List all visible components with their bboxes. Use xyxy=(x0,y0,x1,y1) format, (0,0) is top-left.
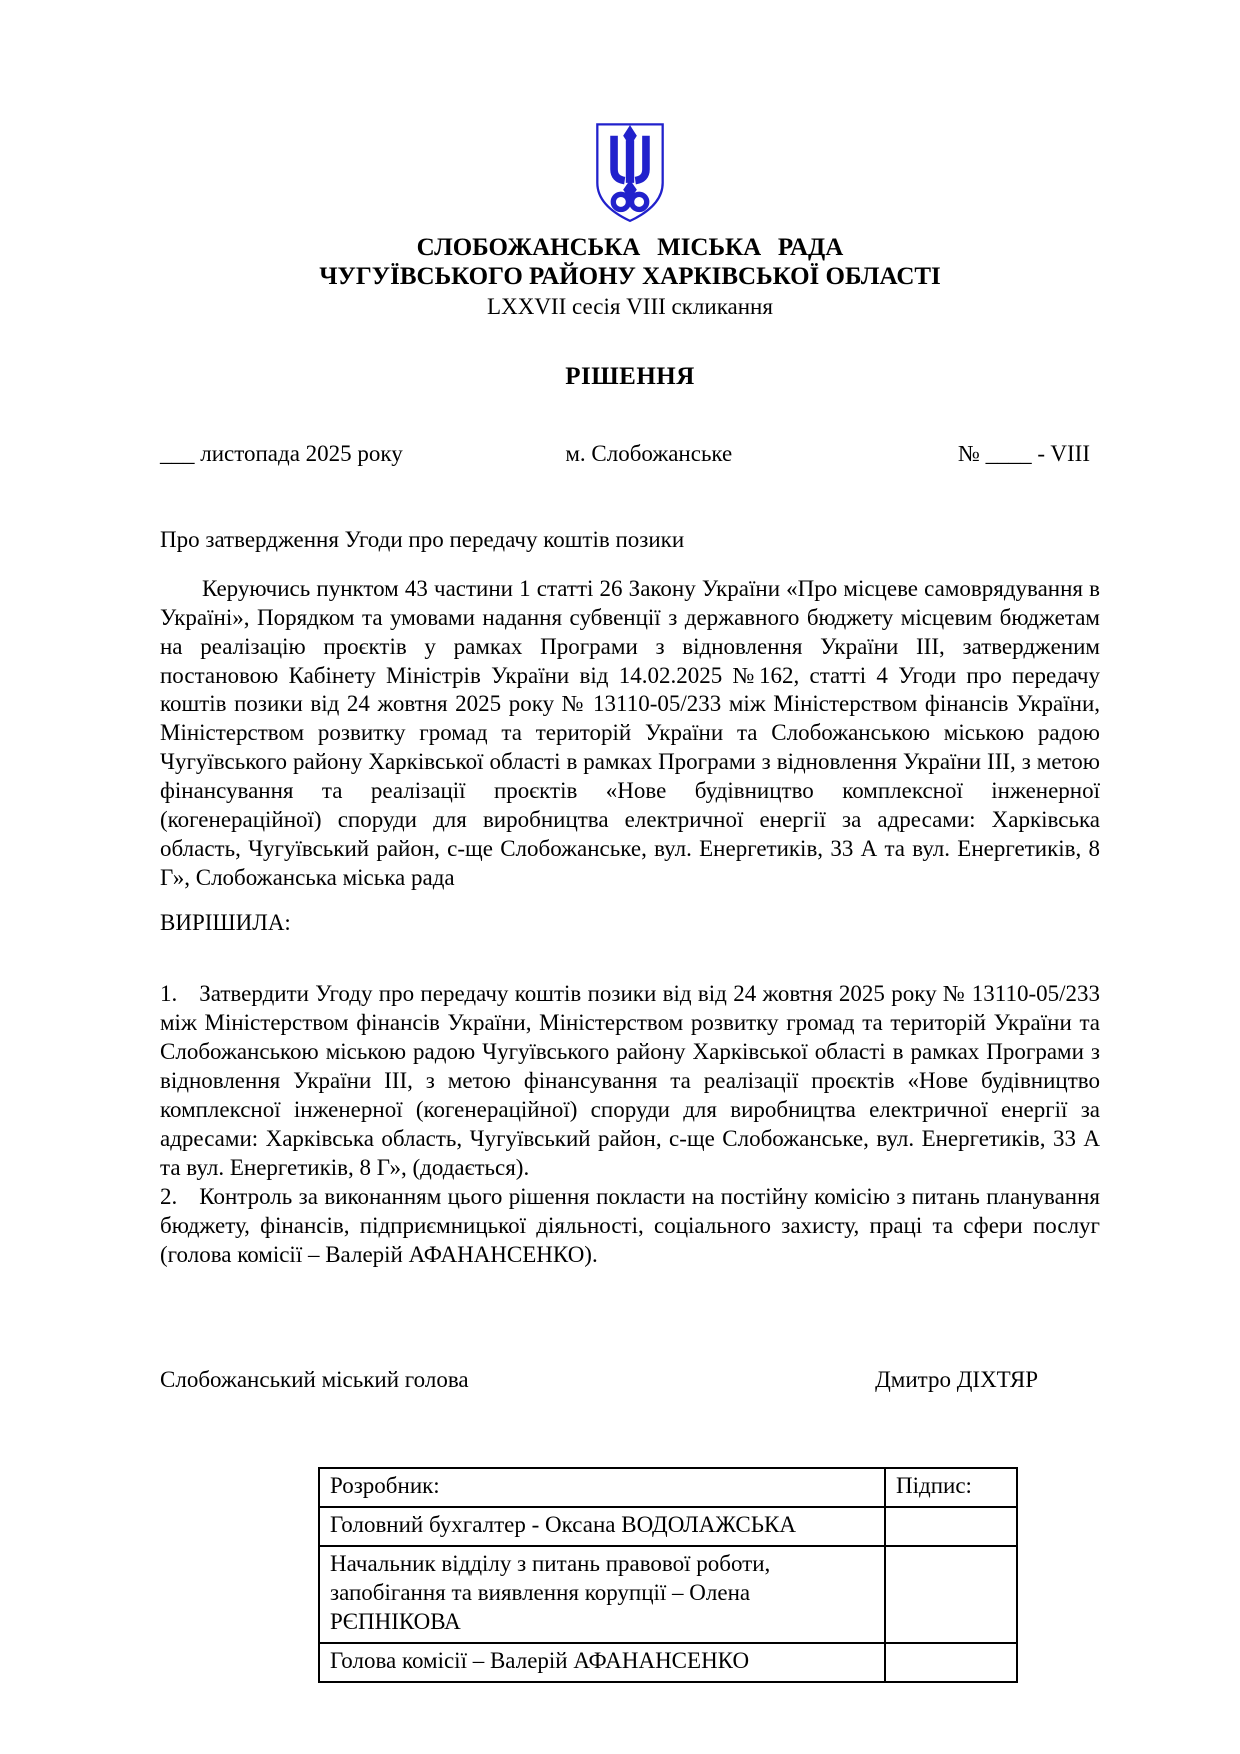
signature-row xyxy=(160,1366,1100,1395)
resolution-item-1 xyxy=(160,980,1100,1183)
item-2-text: Контроль за виконанням цього рішення покласти на постійну комісію з питань планування бюджету, фінансів, підприємницької діяльності, соціального захисту, праці та сфери послуг (голова комісії – Валерій АФАНАНСЕНКО). xyxy=(160,1184,1100,1267)
developer-role-cell: Головний бухгалтер - Оксана ВОДОЛАЖСЬКА xyxy=(319,1507,885,1546)
place-name: м. Слобожанське xyxy=(565,440,733,466)
signature-cell xyxy=(885,1546,1017,1643)
header-cell-developer: Розробник: xyxy=(319,1468,885,1507)
signature-cell xyxy=(885,1507,1017,1546)
item-1-number: 1. xyxy=(160,981,178,1007)
meta-line xyxy=(160,441,1100,467)
document-type-title: РІШЕННЯ xyxy=(565,362,695,390)
emblem-container xyxy=(160,122,1100,230)
header-cell-signature: Підпис: xyxy=(885,1468,1017,1507)
decision-number-blank: № ____ - VIII xyxy=(957,440,1090,466)
resolved-label: ВИРІШИЛА: xyxy=(160,910,291,936)
item-2-number: 2. xyxy=(160,1184,178,1209)
developers-table-container xyxy=(318,1467,1100,1683)
table-row xyxy=(319,1546,1017,1643)
preamble-paragraph: Керуючись пунктом 43 частини 1 статті 26 Закону України «Про місцеве самоврядування в Україні», Порядком та умовами надання субвенції з державного бюджету місцевим бюджетам на реалізацію проєктів у рамках Програми з відновлення України ІІІ, затвердженим постановою Кабінету Міністрів України від 14.02.2025 №162, статті 4 Угоди про передачу коштів позики від 24 жовтня 2025 року № 13110-05/233 між Міністерством фінансів України, Міністерством розвитку громад та територій України та Слобожанською міською радою Чугуївського району Харківської області в рамках Програми з відновлення України ІІІ, з метою фінансування та реалізації проєктів «Нове будівництво комплексної інженерної (когенераційної) споруди для виробництва електричної енергії за адресами: Харківська область, Чугуївський район, с-ще Слобожанське, вул. Енергетиків, 33 А та вул. Енергетиків, 8 Г», Слобожанська міська рада xyxy=(160,575,1100,891)
item-1-text: Затвердити Угоду про передачу коштів позики від від 24 жовтня 2025 року № 13110-05/233 між Міністерством фінансів України, Міністерством розвитку громад та територій України та Слобожанською міською радою Чугуївського району Харківської області в рамках Програми з відновлення України ІІІ, з метою фінансування та реалізації проєктів «Нове будівництво комплексної інженерної (когенераційної) споруди для виробництва електричної енергії за адресами: Харківська область, Чугуївський район, с-ще Слобожанське, вул. Енергетиків, 33 А та вул. Енергетиків, 8 Г», (додається). xyxy=(160,981,1100,1181)
resolution-items xyxy=(160,980,1100,1270)
session-line: LXXVII сесія VIII скликання xyxy=(487,294,773,319)
table-row xyxy=(319,1643,1017,1682)
developer-role-cell: Начальник відділу з питань правової роботи, запобігання та виявлення корупції – Олена РЄПНІКОВА xyxy=(319,1546,885,1643)
district-name: ЧУГУЇВСЬКОГО РАЙОНУ ХАРКІВСЬКОЇ ОБЛАСТІ xyxy=(319,262,941,290)
developers-table xyxy=(318,1467,1018,1683)
council-name: СЛОБОЖАНСЬКА МІСЬКА РАДА xyxy=(416,234,844,261)
table-row xyxy=(319,1507,1017,1546)
developer-role-cell: Голова комісії – Валерій АФАНАНСЕНКО xyxy=(319,1643,885,1682)
signer-title: Слобожанський міський голова xyxy=(160,1366,469,1392)
signature-cell xyxy=(885,1643,1017,1682)
table-header-row xyxy=(319,1468,1017,1507)
date-blank: ___ листопада 2025 року xyxy=(160,440,403,466)
resolution-item-2 xyxy=(160,1183,1100,1270)
subject-line: Про затвердження Угоди про передачу коштів позики xyxy=(160,526,685,552)
ukraine-trident-icon xyxy=(592,122,668,224)
signer-name: Дмитро ДІХТЯР xyxy=(875,1366,1038,1392)
